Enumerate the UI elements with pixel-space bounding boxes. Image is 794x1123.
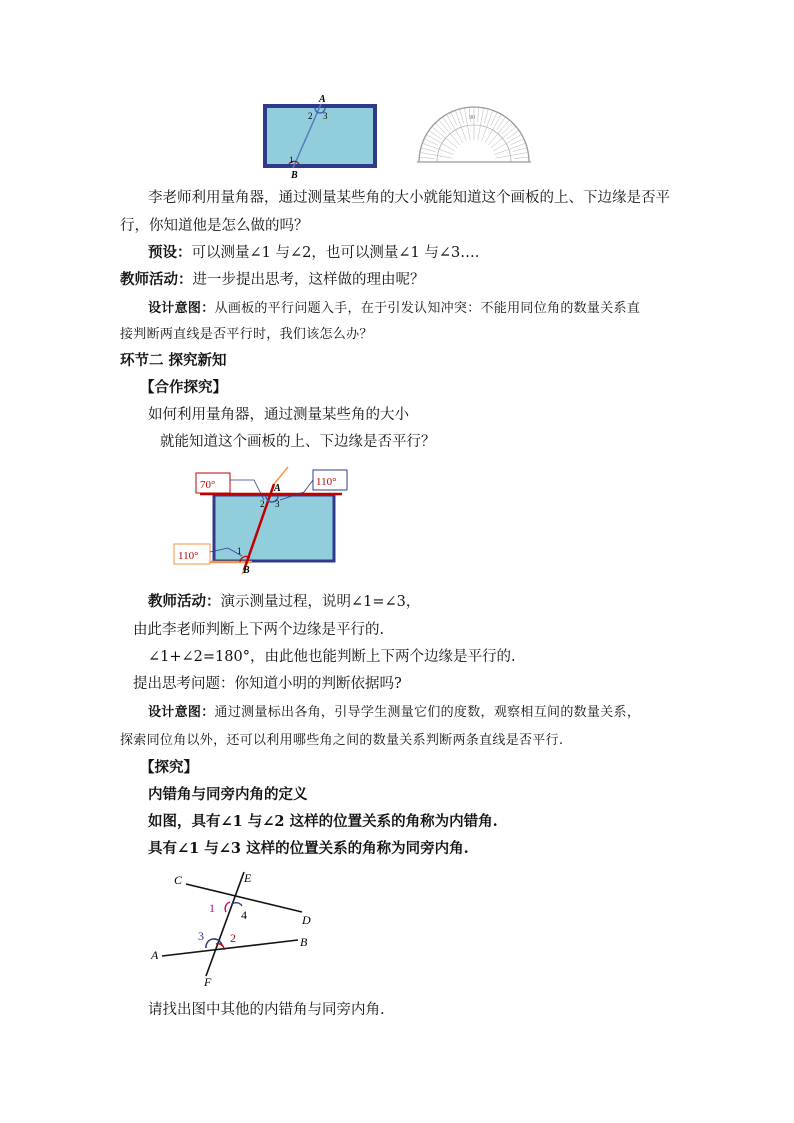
protractor-tick	[435, 123, 446, 134]
preset-label: 预设：	[148, 244, 192, 261]
angle-4-arc	[232, 903, 242, 906]
box-110-top-label: 110°	[316, 476, 337, 488]
teacher-text-1: 进一步提出思考，这样做的理由呢？	[192, 272, 425, 288]
measurement-figure	[170, 462, 370, 580]
label-b: B	[300, 935, 308, 949]
coop-question-2: 就能知道这个画板的上、下边缘是否平行？	[160, 434, 436, 450]
angles-figure	[148, 866, 328, 988]
angle-2-label: 2	[308, 111, 313, 121]
protractor-tick	[464, 108, 470, 140]
board-rect-2	[214, 495, 334, 561]
design-intent-2-line-1	[148, 703, 640, 723]
design-label-1: 设计意图：	[148, 301, 215, 316]
definition-alternate: 如图，具有∠1 与∠2 这样的位置关系的角称为内错角.	[148, 813, 498, 830]
protractor-tick	[420, 152, 452, 158]
teacher-label-1: 教师活动：	[120, 271, 193, 288]
coop-heading: 【合作探究】	[140, 379, 227, 396]
fig2-angle-2: 2	[260, 499, 265, 509]
line-ef	[206, 872, 244, 976]
design-intent-1-line-1	[148, 299, 640, 319]
board-figure	[255, 92, 390, 182]
preset-text: 可以测量∠1 与∠2，也可以测量∠1 与∠3….	[191, 245, 480, 261]
label-angle-3: 3	[198, 929, 204, 943]
protractor-image	[415, 100, 533, 166]
point-a-label: A	[319, 94, 326, 105]
protractor-tick	[419, 157, 434, 158]
angle-3-label: 3	[323, 111, 328, 121]
label-angle-1: 1	[209, 901, 215, 915]
definition-same-side: 具有∠1 与∠3 这样的位置关系的角称为同旁内角.	[148, 840, 469, 857]
teacher-line-2	[148, 592, 420, 612]
box-110-bottom-label: 110°	[178, 550, 199, 562]
protractor-tick	[507, 130, 519, 139]
protractor-tick	[493, 135, 522, 152]
protractor-tick	[477, 107, 478, 122]
fig2-angle-3: 3	[275, 499, 280, 509]
protractor-tick	[496, 152, 528, 158]
protractor-tick	[514, 157, 529, 158]
protractor-tick	[447, 114, 464, 143]
protractor-tick	[502, 123, 513, 134]
protractor-tick	[429, 130, 441, 139]
teacher-label-2: 教师活动：	[148, 593, 221, 610]
transversal-orange	[274, 467, 288, 484]
section-2-heading: 环节二 探究新知	[120, 352, 227, 369]
para-1-line-1: 李老师利用量角器，通过测量某些角的大小就能知道这个画板的上、下边缘是否平	[148, 190, 670, 206]
para-1-line-2: 行，你知道他是怎么做的吗？	[120, 218, 309, 234]
box-70-label: 70°	[200, 479, 216, 491]
angle-1-label: 1	[289, 155, 294, 165]
preset-line	[148, 243, 479, 263]
conclusion-2: ∠1+∠2=180°，由此他也能判断上下两个边缘是平行的.	[148, 649, 516, 665]
protractor-tick	[513, 148, 527, 152]
protractor-tick	[442, 117, 451, 129]
protractor-tick	[426, 135, 455, 152]
protractor-tick	[421, 148, 435, 152]
fig2-angle-1: 1	[237, 546, 242, 556]
protractor-tick	[485, 114, 502, 143]
conclusion-1: 由此李老师判断上下两个边缘是平行的.	[133, 622, 385, 638]
coop-question-1: 如何利用量角器，通过测量某些角的大小	[148, 407, 409, 423]
teacher-line-1	[120, 270, 425, 290]
design-intent-1-line-2: 接判断两直线是否平行时，我们该怎么办？	[120, 327, 373, 342]
design-text-1a: 从画板的平行问题入手，在于引发认知冲突：不能用同位角的数量关系直	[214, 301, 641, 316]
design-text-2a: 通过测量标出各角，引导学生测量它们的度数，观察相互间的数量关系，	[214, 705, 641, 720]
teacher-text-2: 演示测量过程，说明∠1=∠3，	[220, 594, 421, 610]
label-a: A	[151, 948, 159, 962]
point-b-label: B	[291, 170, 298, 181]
design-intent-2-line-2: 探索同位角以外，还可以利用哪些角之间的数量关系判断两条直线是否平行.	[120, 733, 564, 748]
label-f: F	[204, 975, 212, 988]
task-line: 请找出图中其他的内错角与同旁内角.	[148, 1002, 385, 1018]
protractor-tick	[478, 108, 484, 140]
label-angle-2: 2	[230, 931, 236, 945]
protractor-90-label: 90	[469, 115, 475, 121]
label-c: C	[174, 873, 183, 887]
design-label-2: 设计意图：	[148, 705, 215, 720]
definition-title: 内错角与同旁内角的定义	[148, 786, 308, 803]
think-question: 提出思考问题：你知道小明的判断依据吗?	[133, 676, 402, 692]
protractor-tick	[460, 109, 464, 123]
label-angle-4: 4	[241, 908, 247, 922]
protractor-tick	[484, 109, 488, 123]
board-rect	[265, 106, 375, 166]
fig2-point-b: B	[243, 565, 250, 576]
explore-heading: 【探究】	[140, 759, 198, 776]
fig2-point-a: A	[274, 483, 281, 494]
label-e: E	[244, 871, 252, 885]
label-d: D	[302, 913, 311, 927]
protractor-tick	[497, 117, 506, 129]
